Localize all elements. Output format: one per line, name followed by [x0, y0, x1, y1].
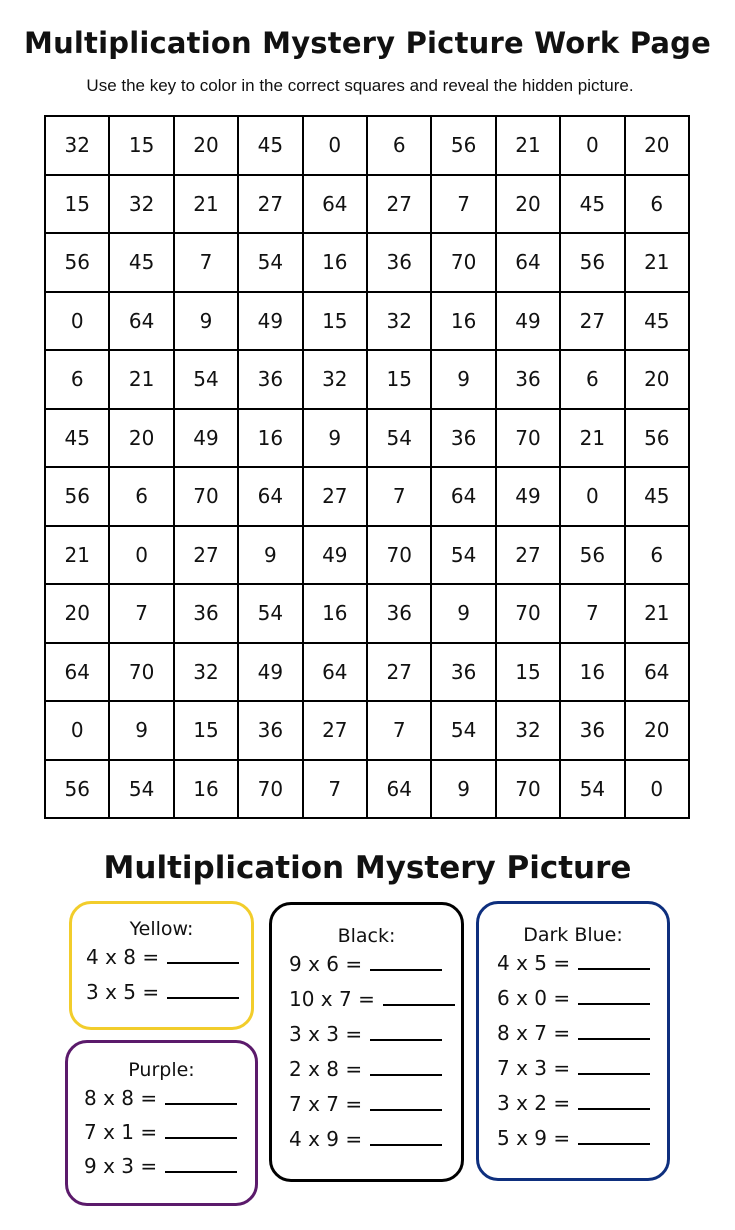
grid-cell[interactable]: 54 — [239, 234, 303, 293]
problem-row: 8 x 8 = — [68, 1081, 255, 1115]
grid-cell[interactable]: 20 — [626, 351, 690, 410]
key-title: Multiplication Mystery Picture — [103, 850, 632, 886]
problem-row: 4 x 5 = — [479, 946, 667, 981]
grid-cell[interactable]: 21 — [497, 117, 561, 176]
grid-cell[interactable]: 70 — [175, 468, 239, 527]
grid-cell[interactable]: 6 — [561, 351, 625, 410]
grid-cell[interactable]: 54 — [432, 527, 496, 586]
page-title: Multiplication Mystery Picture Work Page — [24, 26, 711, 60]
answer-blank[interactable] — [165, 1153, 237, 1173]
grid-cell[interactable]: 70 — [239, 761, 303, 820]
grid-cell[interactable]: 9 — [432, 351, 496, 410]
answer-blank[interactable] — [370, 1056, 442, 1076]
grid-cell[interactable]: 16 — [239, 410, 303, 469]
dark-blue-label: Dark Blue: — [523, 924, 623, 946]
problem-row: 6 x 0 = — [479, 981, 667, 1016]
grid-cell[interactable]: 32 — [368, 293, 432, 352]
grid-cell[interactable]: 56 — [46, 761, 110, 820]
grid-cell[interactable]: 0 — [561, 117, 625, 176]
answer-blank[interactable] — [370, 1126, 442, 1146]
problem-row: 9 x 3 = — [68, 1149, 255, 1183]
purple-label: Purple: — [128, 1059, 195, 1081]
grid-cell[interactable]: 70 — [110, 644, 174, 703]
grid-cell[interactable]: 64 — [626, 644, 690, 703]
problem-row: 2 x 8 = — [272, 1052, 461, 1087]
problem-row: 7 x 1 = — [68, 1115, 255, 1149]
grid-cell[interactable]: 7 — [561, 585, 625, 644]
grid-cell[interactable]: 6 — [626, 176, 690, 235]
problem-row: 4 x 9 = — [272, 1122, 461, 1157]
grid-cell[interactable]: 54 — [432, 702, 496, 761]
grid-cell[interactable]: 56 — [626, 410, 690, 469]
grid-cell[interactable]: 54 — [239, 585, 303, 644]
grid-cell[interactable]: 16 — [175, 761, 239, 820]
grid-cell[interactable]: 56 — [46, 234, 110, 293]
answer-blank[interactable] — [165, 1119, 237, 1139]
grid-cell[interactable]: 9 — [432, 761, 496, 820]
grid-cell[interactable]: 6 — [46, 351, 110, 410]
grid-cell[interactable]: 27 — [304, 702, 368, 761]
grid-cell[interactable]: 32 — [304, 351, 368, 410]
problem-row: 9 x 6 = — [272, 947, 461, 982]
grid-cell[interactable]: 27 — [368, 644, 432, 703]
grid-cell[interactable]: 36 — [239, 351, 303, 410]
grid-cell[interactable]: 0 — [304, 117, 368, 176]
answer-blank[interactable] — [578, 985, 650, 1005]
grid-cell[interactable]: 9 — [432, 585, 496, 644]
grid-cell[interactable]: 56 — [432, 117, 496, 176]
answer-blank[interactable] — [578, 1090, 650, 1110]
black-key-box — [269, 902, 464, 1182]
grid-cell[interactable]: 9 — [175, 293, 239, 352]
grid-cell[interactable]: 36 — [432, 644, 496, 703]
grid-cell[interactable]: 15 — [175, 702, 239, 761]
grid-cell[interactable]: 36 — [561, 702, 625, 761]
grid-cell[interactable]: 21 — [626, 585, 690, 644]
grid-cell[interactable]: 70 — [432, 234, 496, 293]
black-label: Black: — [337, 925, 396, 947]
grid-cell[interactable]: 49 — [497, 468, 561, 527]
yellow-label: Yellow: — [129, 918, 194, 940]
problem-row: 3 x 2 = — [479, 1086, 667, 1121]
grid-cell[interactable]: 6 — [368, 117, 432, 176]
answer-blank[interactable] — [167, 944, 239, 964]
answer-blank[interactable] — [578, 1020, 650, 1040]
grid-cell[interactable]: 70 — [497, 410, 561, 469]
grid-cell[interactable]: 7 — [110, 585, 174, 644]
grid-cell[interactable]: 36 — [368, 585, 432, 644]
grid-cell[interactable]: 45 — [626, 468, 690, 527]
grid-cell[interactable]: 49 — [497, 293, 561, 352]
problem-row: 5 x 9 = — [479, 1121, 667, 1156]
grid-cell[interactable]: 56 — [46, 468, 110, 527]
grid-cell[interactable]: 6 — [626, 527, 690, 586]
grid-cell[interactable]: 9 — [239, 527, 303, 586]
grid-cell[interactable]: 64 — [432, 468, 496, 527]
grid-cell[interactable]: 54 — [561, 761, 625, 820]
grid-cell[interactable]: 21 — [175, 176, 239, 235]
grid-cell[interactable]: 21 — [561, 410, 625, 469]
grid-cell[interactable]: 56 — [561, 527, 625, 586]
grid-cell[interactable]: 21 — [46, 527, 110, 586]
grid-cell[interactable]: 9 — [110, 702, 174, 761]
answer-blank[interactable] — [578, 950, 650, 970]
grid-cell[interactable]: 45 — [626, 293, 690, 352]
problem-row: 3 x 5 = — [72, 975, 251, 1010]
grid-cell[interactable]: 16 — [561, 644, 625, 703]
grid-cell[interactable]: 0 — [110, 527, 174, 586]
grid-cell[interactable]: 27 — [368, 176, 432, 235]
grid-cell[interactable]: 64 — [110, 293, 174, 352]
grid-cell[interactable]: 0 — [46, 702, 110, 761]
grid-cell[interactable]: 45 — [110, 234, 174, 293]
answer-blank[interactable] — [383, 986, 455, 1006]
grid-cell[interactable]: 64 — [304, 644, 368, 703]
grid-cell[interactable]: 56 — [561, 234, 625, 293]
grid-cell[interactable]: 9 — [304, 410, 368, 469]
instructions: Use the key to color in the correct squares and reveal the hidden picture. — [86, 76, 634, 95]
problem-row: 7 x 3 = — [479, 1051, 667, 1086]
answer-blank[interactable] — [370, 951, 442, 971]
grid-cell[interactable]: 64 — [368, 761, 432, 820]
grid-cell[interactable]: 6 — [110, 468, 174, 527]
grid-cell[interactable]: 54 — [175, 351, 239, 410]
yellow-key-box — [69, 901, 254, 1030]
purple-key-box — [65, 1040, 258, 1206]
grid-cell[interactable]: 27 — [561, 293, 625, 352]
grid-cell[interactable]: 36 — [368, 234, 432, 293]
grid-cell[interactable]: 20 — [497, 176, 561, 235]
answer-blank[interactable] — [578, 1055, 650, 1075]
grid-cell[interactable]: 27 — [239, 176, 303, 235]
grid-cell[interactable]: 70 — [497, 585, 561, 644]
grid-cell[interactable]: 54 — [368, 410, 432, 469]
answer-blank[interactable] — [578, 1125, 650, 1145]
problem-row: 7 x 7 = — [272, 1087, 461, 1122]
problem-row: 3 x 3 = — [272, 1017, 461, 1052]
grid-cell[interactable]: 20 — [110, 410, 174, 469]
grid-cell[interactable]: 16 — [432, 293, 496, 352]
grid-cell[interactable]: 20 — [175, 117, 239, 176]
grid-cell[interactable]: 36 — [239, 702, 303, 761]
grid-cell[interactable]: 36 — [497, 351, 561, 410]
grid-cell[interactable]: 15 — [304, 293, 368, 352]
grid-cell[interactable]: 49 — [239, 644, 303, 703]
grid-cell[interactable]: 21 — [626, 234, 690, 293]
grid-cell[interactable]: 16 — [304, 585, 368, 644]
dark-blue-key-box — [476, 901, 670, 1181]
grid-cell[interactable]: 15 — [46, 176, 110, 235]
grid-cell[interactable]: 27 — [497, 527, 561, 586]
grid-cell[interactable]: 15 — [368, 351, 432, 410]
answer-blank[interactable] — [370, 1091, 442, 1111]
grid-cell[interactable]: 32 — [46, 117, 110, 176]
grid-cell[interactable]: 32 — [110, 176, 174, 235]
grid-cell[interactable]: 32 — [497, 702, 561, 761]
grid-cell[interactable]: 20 — [626, 702, 690, 761]
grid-cell[interactable]: 49 — [175, 410, 239, 469]
grid-cell[interactable]: 64 — [304, 176, 368, 235]
grid-cell[interactable]: 64 — [46, 644, 110, 703]
grid-cell[interactable]: 49 — [304, 527, 368, 586]
grid-cell[interactable]: 0 — [626, 761, 690, 820]
grid-cell[interactable]: 20 — [626, 117, 690, 176]
answer-blank[interactable] — [370, 1021, 442, 1041]
problem-row: 8 x 7 = — [479, 1016, 667, 1051]
grid-cell[interactable]: 45 — [46, 410, 110, 469]
answer-blank[interactable] — [167, 979, 239, 999]
grid-cell[interactable]: 64 — [239, 468, 303, 527]
problem-row: 4 x 8 = — [72, 940, 251, 975]
grid-cell[interactable]: 70 — [368, 527, 432, 586]
grid-cell[interactable]: 20 — [46, 585, 110, 644]
grid-cell[interactable]: 7 — [368, 702, 432, 761]
grid-cell[interactable]: 7 — [432, 176, 496, 235]
grid-cell[interactable]: 36 — [432, 410, 496, 469]
grid-cell[interactable]: 27 — [304, 468, 368, 527]
number-grid — [44, 115, 690, 819]
problem-row: 10 x 7 = — [272, 982, 461, 1017]
grid-cell[interactable]: 36 — [175, 585, 239, 644]
grid-cell[interactable]: 15 — [497, 644, 561, 703]
grid-cell[interactable]: 27 — [175, 527, 239, 586]
grid-cell[interactable]: 7 — [175, 234, 239, 293]
grid-cell[interactable]: 49 — [239, 293, 303, 352]
answer-blank[interactable] — [165, 1085, 237, 1105]
grid-cell[interactable]: 54 — [110, 761, 174, 820]
grid-cell[interactable]: 16 — [304, 234, 368, 293]
grid-cell[interactable]: 32 — [175, 644, 239, 703]
grid-cell[interactable]: 15 — [110, 117, 174, 176]
grid-cell[interactable]: 45 — [239, 117, 303, 176]
grid-cell[interactable]: 21 — [110, 351, 174, 410]
grid-cell[interactable]: 45 — [561, 176, 625, 235]
grid-cell[interactable]: 7 — [368, 468, 432, 527]
grid-cell[interactable]: 0 — [46, 293, 110, 352]
grid-cell[interactable]: 70 — [497, 761, 561, 820]
grid-cell[interactable]: 0 — [561, 468, 625, 527]
grid-cell[interactable]: 64 — [497, 234, 561, 293]
grid-cell[interactable]: 7 — [304, 761, 368, 820]
